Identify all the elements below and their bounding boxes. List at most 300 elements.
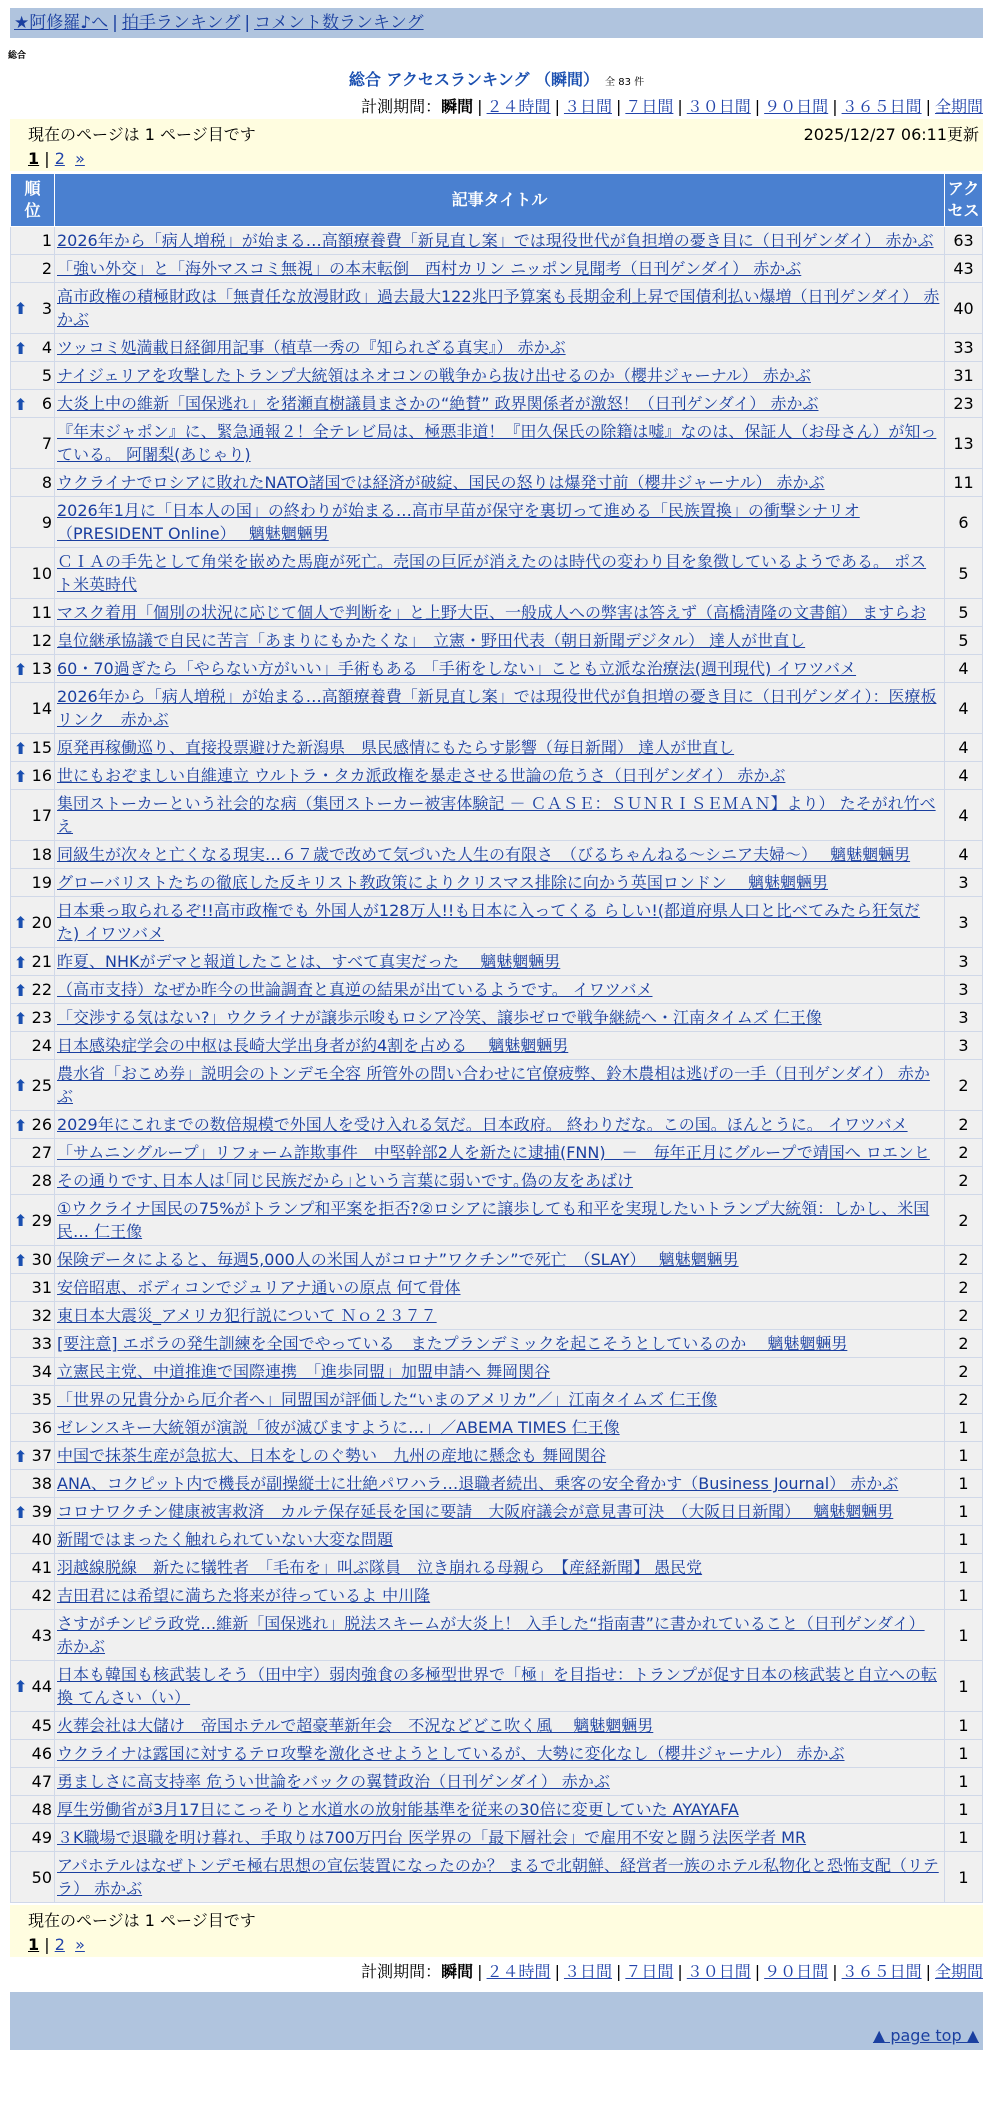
table-row [11, 734, 983, 762]
page-title-line [0, 67, 993, 90]
period-selector-bottom [0, 1959, 983, 1982]
article-link[interactable]: 日本乗っ取られるぞ!!高市政権でも 外国人が128万人!!も日本に入ってくる らしい!(都道府県人口と比べてみたら狂気だた) イワツバメ [57, 901, 921, 943]
article-link[interactable]: 世にもおぞましい自維連立 ウルトラ・タカ派政権を暴走させる世論の危うさ（日刊ゲンダイ） 赤かぶ [57, 766, 786, 785]
article-link[interactable]: 東日本大震災_アメリカ犯行説について Ｎｏ２３７７ [57, 1306, 437, 1325]
rank-cell [11, 897, 55, 948]
article-link[interactable]: 「サムニングループ」リフォーム詐欺事件 中堅幹部2人を新たに逮捕(FNN) － 毎年正月にグループで靖国へ ロエンヒ [57, 1143, 930, 1162]
title-cell [55, 1824, 945, 1852]
access-count: 2 [945, 1330, 983, 1358]
article-link[interactable]: 中国で抹茶生産が急拡大、日本をしのぐ勢い 九州の産地に懸念も 舞岡関谷 [57, 1446, 607, 1465]
period-separator: | [554, 97, 560, 116]
periods-label: 計測期間： [361, 97, 442, 116]
rank-number: 1 [41, 231, 52, 250]
rank-cell [11, 1330, 55, 1358]
article-link[interactable]: 2029年にこれまでの数倍規模で外国人を受け入れる気だ。日本政府。 終わりだな。この国。ほんとうに。 イワツバメ [57, 1115, 908, 1134]
article-link[interactable]: （高市支持）なぜか昨今の世論調査と真逆の結果が出ているようです。 イワツバメ [57, 980, 653, 999]
page-title: 総合 アクセスランキング （瞬間） [348, 70, 600, 89]
article-link[interactable]: ①ウクライナ国民の75%がトランプ和平案を拒否?②ロシアに譲歩しても和平を実現したいトランプ大統領：しかし、米国民… 仁王像 [57, 1199, 930, 1241]
rank-cell [11, 283, 55, 334]
title-cell [55, 1712, 945, 1740]
page-info-box-bottom [10, 1905, 983, 1957]
rank-up-arrow-icon: ⬆ [14, 913, 28, 932]
rank-number: 24 [31, 1036, 52, 1055]
rank-up-arrow-icon: ⬆ [14, 394, 28, 414]
rank-cell [11, 1302, 55, 1330]
article-link[interactable]: 日本も韓国も核武装しそう（田中宇）弱肉強食の多極型世界で「極」を目指せ：トランプが促す日本の核武装と自立への転換 てんさい（い） [57, 1665, 938, 1707]
rank-cell [11, 1442, 55, 1470]
article-link[interactable]: さすがチンピラ政党…維新「国保逃れ」脱法スキームが大炎上！ 入手した“指南書”に書かれていること（日刊ゲンダイ） 赤かぶ [57, 1614, 925, 1656]
rank-cell [11, 255, 55, 283]
rank-cell [11, 1554, 55, 1582]
period-separator: | [832, 97, 838, 116]
access-count: 1 [945, 1442, 983, 1470]
access-count: 4 [945, 655, 983, 683]
table-row [11, 1768, 983, 1796]
table-row [11, 683, 983, 734]
title-cell [55, 627, 945, 655]
access-count: 1 [945, 1661, 983, 1712]
article-link[interactable]: 火葬会社は大儲け 帝国ホテルで超豪華新年会 不況などどこ吹く風 魑魅魍魎男 [57, 1716, 654, 1735]
period-option[interactable]: ９０日間 [764, 97, 829, 116]
table-row [11, 1852, 983, 1903]
access-count: 3 [945, 948, 983, 976]
rank-number: 30 [31, 1250, 52, 1269]
article-link[interactable]: コロナワクチン健康被害救済 カルテ保存延長を国に要請 大阪府議会が意見書可決 （大阪日日新聞） 魑魅魍魎男 [57, 1502, 894, 1521]
period-option[interactable]: ３６５日間 [841, 1962, 922, 1981]
rank-number: 29 [31, 1210, 52, 1230]
pager-top: 1 | 2 » [28, 149, 85, 168]
rank-cell [11, 1796, 55, 1824]
access-count: 5 [945, 627, 983, 655]
page-info-box-top [10, 119, 983, 171]
access-count: 4 [945, 841, 983, 869]
access-count: 2 [945, 1060, 983, 1111]
title-cell [55, 362, 945, 390]
rank-cell [11, 1060, 55, 1111]
table-row [11, 1358, 983, 1386]
rank-number: 50 [31, 1867, 52, 1887]
access-count: 5 [945, 548, 983, 599]
rank-up-arrow-icon: ⬆ [14, 1008, 28, 1028]
article-link[interactable]: 原発再稼働巡り、直接投票避けた新潟県 県民感情にもたらす影響（毎日新聞） 達人が世直し [57, 738, 735, 757]
rank-number: 4 [41, 338, 52, 357]
table-row [11, 1302, 983, 1330]
access-count: 63 [945, 227, 983, 255]
period-option[interactable]: 全期間 [934, 97, 983, 116]
rank-number: 31 [31, 1278, 52, 1297]
rank-number: 22 [31, 980, 52, 999]
ranking-table [10, 173, 983, 1903]
pager-page-2[interactable]: 2 [54, 149, 65, 168]
access-count: 40 [945, 283, 983, 334]
rank-number: 39 [31, 1502, 52, 1521]
table-row [11, 1712, 983, 1740]
title-cell [55, 1414, 945, 1442]
rank-number: 10 [31, 563, 52, 583]
rank-cell [11, 390, 55, 418]
table-row [11, 1111, 983, 1139]
rank-cell [11, 1498, 55, 1526]
rank-number: 20 [31, 912, 52, 932]
table-row [11, 1442, 983, 1470]
title-cell [55, 1004, 945, 1032]
title-cell [55, 1358, 945, 1386]
rank-cell [11, 599, 55, 627]
rank-number: 25 [31, 1075, 52, 1095]
article-link[interactable]: [要注意] エボラの発生訓練を全国でやっている またプランデミックを起こそうとしているのか 魑魅魍魎男 [57, 1334, 848, 1353]
access-count: 2 [945, 1386, 983, 1414]
table-row [11, 1386, 983, 1414]
period-option: 瞬間 [441, 1962, 474, 1981]
pager-page-2[interactable]: 2 [54, 1935, 65, 1954]
bottom-bar [10, 1992, 983, 2022]
table-row [11, 548, 983, 599]
article-link[interactable]: 厚生労働省が3月17日にこっそりと水道水の放射能基準を従来の30倍に変更していた AYAYAFA [57, 1800, 739, 1819]
table-row [11, 599, 983, 627]
title-cell [55, 1330, 945, 1358]
title-cell [55, 1768, 945, 1796]
table-row [11, 283, 983, 334]
table-row [11, 362, 983, 390]
access-count: 2 [945, 1358, 983, 1386]
article-link[interactable]: ウクライナは露国に対するテロ攻撃を激化させようとしているが、大勢に変化なし（櫻井ジャーナル） 赤かぶ [57, 1744, 845, 1763]
table-row [11, 1610, 983, 1661]
updated-timestamp: 2025/12/27 06:11更新 [803, 125, 979, 144]
title-cell [55, 599, 945, 627]
rank-cell [11, 1740, 55, 1768]
rank-number: 34 [31, 1362, 52, 1381]
access-count: 4 [945, 734, 983, 762]
title-cell [55, 1661, 945, 1712]
rank-number: 46 [31, 1744, 52, 1763]
article-link[interactable]: 同級生が次々と亡くなる現実…６７歳で改めて気づいた人生の有限さ （びるちゃんねる〜シニア夫婦〜） 魑魅魍魎男 [57, 845, 911, 864]
access-count: 3 [945, 897, 983, 948]
rank-cell [11, 869, 55, 897]
rank-cell [11, 627, 55, 655]
title-cell [55, 976, 945, 1004]
rank-number: 18 [31, 845, 52, 864]
rank-cell [11, 976, 55, 1004]
access-count: 1 [945, 1796, 983, 1824]
title-cell [55, 390, 945, 418]
title-cell [55, 548, 945, 599]
comment-ranking-link[interactable]: コメント数ランキング [254, 13, 424, 33]
article-link[interactable]: 「強い外交」と「海外マスコミ無視」の本末転倒 西村カリン ニッポン見聞考（日刊ゲンダイ） 赤かぶ [57, 259, 802, 278]
page-info-text [28, 1908, 979, 1931]
rank-cell [11, 1386, 55, 1414]
table-row [11, 869, 983, 897]
rank-up-arrow-icon: ⬆ [14, 338, 28, 358]
access-count: 1 [945, 1824, 983, 1852]
title-cell [55, 1111, 945, 1139]
period-option[interactable]: ９０日間 [764, 1962, 829, 1981]
article-link[interactable]: 「交渉する気はない?」ウクライナが譲歩示唆もロシア冷笑、譲歩ゼロで戦争継続へ・江南タイムズ 仁王像 [57, 1008, 822, 1027]
period-separator: | [615, 97, 622, 116]
rank-cell [11, 841, 55, 869]
rank-number: 23 [31, 1008, 52, 1027]
rank-number: 27 [31, 1143, 52, 1162]
rank-up-arrow-icon: ⬆ [14, 1115, 28, 1135]
top-nav-bar [10, 8, 983, 38]
period-separator: | [832, 1962, 838, 1981]
article-link[interactable]: ウクライナでロシアに敗れたNATO諸国では経済が破綻、国民の怒りは爆発寸前（櫻井ジャーナル） 赤かぶ [57, 473, 825, 492]
access-count: 11 [945, 469, 983, 497]
rank-cell [11, 1610, 55, 1661]
table-row [11, 1274, 983, 1302]
article-link[interactable]: ナイジェリアを攻撃したトランプ大統領はネオコンの戦争から抜け出せるのか（櫻井ジャーナル） 赤かぶ [57, 366, 811, 385]
table-row [11, 1330, 983, 1358]
title-cell [55, 1852, 945, 1903]
title-cell [55, 1032, 945, 1060]
article-link[interactable]: 立憲民主党、中道推進で国際連携 「進歩同盟」加盟申請へ 舞岡関谷 [57, 1362, 551, 1381]
rank-number: 6 [41, 394, 52, 413]
period-option[interactable]: ７日間 [625, 1962, 674, 1981]
periods-label: 計測期間： [361, 1962, 442, 1981]
article-link[interactable]: 2026年1月に「日本人の国」の終わりが始まる…高市早苗が保守を裏切って進める「民族置換」の衝撃シナリオ （PRESIDENT Online） 魑魅魍魎男 [57, 501, 860, 543]
article-link[interactable]: ＣＩＡの手先として角栄を嵌めた馬鹿が死亡。売国の巨匠が消えたのは時代の変わり目を象徴しているようである。 ポスト米英時代 [57, 552, 927, 594]
rank-cell [11, 948, 55, 976]
access-count: 13 [945, 418, 983, 469]
rank-cell [11, 1582, 55, 1610]
access-count: 2 [945, 1139, 983, 1167]
table-row [11, 390, 983, 418]
rank-number: 8 [41, 473, 52, 492]
title-cell [55, 948, 945, 976]
title-cell [55, 469, 945, 497]
rank-up-arrow-icon: ⬆ [14, 1502, 28, 1522]
article-link[interactable]: グローバリストたちの徹底した反キリスト教政策によりクリスマス排除に向かう英国ロンドン 魑魅魍魎男 [57, 873, 829, 892]
period-option[interactable]: ７日間 [625, 97, 674, 116]
period-option[interactable]: ２４時間 [486, 97, 551, 116]
article-link[interactable]: ANA、コクピット内で機長が副操縦士に壮絶パワハラ…退職者続出、乗客の安全脅かす（Business Journal） 赤かぶ [57, 1474, 899, 1493]
article-link[interactable]: 2026年から「病人増税」が始まる…高額療養費「新見直し案」では現役世代が負担増の憂き目に（日刊ゲンダイ） 赤かぶ [57, 231, 934, 250]
title-cell [55, 1442, 945, 1470]
table-row [11, 1167, 983, 1195]
period-option[interactable]: ３０日間 [686, 97, 751, 116]
access-count: 1 [945, 1852, 983, 1903]
period-option[interactable]: ３６５日間 [841, 97, 922, 116]
rank-number: 49 [31, 1828, 52, 1847]
rank-number: 44 [31, 1676, 52, 1696]
rank-up-arrow-icon: ⬆ [14, 766, 28, 786]
rank-number: 14 [31, 698, 52, 718]
rank-up-arrow-icon: ⬆ [14, 980, 28, 1000]
rank-number: 3 [41, 298, 52, 318]
rank-cell [11, 1139, 55, 1167]
title-cell [55, 869, 945, 897]
table-row [11, 790, 983, 841]
rank-number: 13 [31, 659, 52, 678]
rank-number: 35 [31, 1390, 52, 1409]
article-link[interactable]: ３K職場で退職を明け暮れ、手取りは700万円台 医学界の「最下層社会」で雇用不安と闘う法医学者 MR [57, 1828, 807, 1847]
table-row [11, 976, 983, 1004]
article-link[interactable]: 吉田君には希望に満ちた将来が待っているよ 中川隆 [57, 1586, 431, 1605]
nav-separator: | [112, 13, 118, 33]
title-cell [55, 1582, 945, 1610]
access-count: 43 [945, 255, 983, 283]
rank-cell [11, 1195, 55, 1246]
article-link[interactable]: マスク着用「個別の状況に応じて個人で判断を」と上野大臣、一般成人への弊害は答えず（高橋清隆の文書館） ますらお [57, 603, 927, 622]
home-link[interactable]: ★阿修羅♪へ [14, 13, 109, 33]
rank-number: 11 [31, 603, 52, 622]
title-cell [55, 497, 945, 548]
page-top-bar [10, 2022, 983, 2050]
rank-number: 28 [31, 1171, 52, 1190]
rank-cell [11, 1358, 55, 1386]
table-row [11, 1526, 983, 1554]
period-option[interactable]: ２４時間 [486, 1962, 551, 1981]
rank-cell [11, 1032, 55, 1060]
rank-cell [11, 497, 55, 548]
table-row [11, 418, 983, 469]
table-row [11, 1060, 983, 1111]
rank-number: 26 [31, 1115, 52, 1134]
clap-ranking-link[interactable]: 拍手ランキング [121, 13, 241, 33]
title-cell [55, 762, 945, 790]
rank-up-arrow-icon: ⬆ [14, 1076, 28, 1095]
access-count: 3 [945, 976, 983, 1004]
article-link[interactable]: 集団ストーカーという社会的な病（集団ストーカー被害体験記 － ＣＡＳＥ：ＳＵＮＲＩＳＥＭＡＮ】より） たそがれ竹べえ [57, 794, 936, 836]
article-link[interactable]: 新聞ではまったく触れられていない大変な問題 [57, 1530, 394, 1549]
pager-next-arrow[interactable]: » [75, 1935, 85, 1954]
article-link[interactable]: 勇ましさに高支持率 危うい世論をバックの翼賛政治（日刊ゲンダイ） 赤かぶ [57, 1772, 610, 1791]
table-row [11, 227, 983, 255]
table-row [11, 841, 983, 869]
access-count: 31 [945, 362, 983, 390]
header-rank: 順位 [11, 174, 55, 227]
rank-number: 7 [41, 433, 52, 453]
header-title: 記事タイトル [55, 174, 945, 227]
access-count: 3 [945, 1004, 983, 1032]
title-cell [55, 1195, 945, 1246]
period-separator: | [677, 97, 683, 116]
rank-number: 15 [31, 738, 52, 757]
table-row [11, 1470, 983, 1498]
title-cell [55, 683, 945, 734]
access-count: 4 [945, 683, 983, 734]
breadcrumb: 総合 [8, 51, 27, 61]
rank-number: 33 [31, 1334, 52, 1353]
rank-up-arrow-icon: ⬆ [14, 299, 28, 318]
table-row [11, 1824, 983, 1852]
access-count: 1 [945, 1610, 983, 1661]
title-cell [55, 283, 945, 334]
article-link[interactable]: 高市政権の積極財政は「無責任な放漫財政」過去最大122兆円予算案も長期金利上昇で国債利払い爆増（日刊ゲンダイ） 赤かぶ [57, 287, 940, 329]
article-link[interactable]: 安倍昭恵、ボディコンでジュリアナ通いの原点 何て骨体 [57, 1278, 461, 1297]
rank-up-arrow-icon: ⬆ [14, 1250, 28, 1270]
title-cell [55, 418, 945, 469]
period-separator: | [477, 97, 483, 116]
access-count: 1 [945, 1526, 983, 1554]
rank-number: 47 [31, 1772, 52, 1791]
page-info: 現在のページは 1 ページ目です [28, 1911, 256, 1930]
rank-number: 41 [31, 1558, 52, 1577]
access-count: 2 [945, 1302, 983, 1330]
table-row [11, 1246, 983, 1274]
rank-cell [11, 1111, 55, 1139]
table-row [11, 497, 983, 548]
rank-cell [11, 1661, 55, 1712]
rank-cell [11, 1004, 55, 1032]
title-cell [55, 1167, 945, 1195]
title-cell [55, 655, 945, 683]
article-link[interactable]: ゼレンスキー大統領が演説「彼が滅びますように…」／ABEMA TIMES 仁王像 [57, 1418, 620, 1437]
period-option[interactable]: ３日間 [563, 97, 612, 116]
article-link[interactable]: 60・70過ぎたら「やらない方がいい」手術もある 「手術をしない」ことも立派な治療法(週刊現代) イワツバメ [57, 659, 857, 678]
access-count: 2 [945, 1274, 983, 1302]
pager-next-arrow[interactable]: » [75, 149, 85, 168]
rank-number: 17 [31, 805, 52, 825]
title-cell [55, 897, 945, 948]
rank-cell [11, 655, 55, 683]
rank-cell [11, 1414, 55, 1442]
article-link[interactable]: 2026年から「病人増税」が始まる…高額療養費「新見直し案」では現役世代が負担増の憂き目に（日刊ゲンダイ）：医療板リンク 赤かぶ [57, 687, 937, 729]
table-row [11, 1740, 983, 1768]
rank-up-arrow-icon: ⬆ [14, 659, 28, 679]
rank-cell [11, 418, 55, 469]
page-top-link[interactable]: ▲ page top ▲ [872, 2026, 979, 2045]
article-link[interactable]: 保険データによると、毎週5,000人の米国人がコロナ”ワクチン”で死亡 （SLAY） 魑魅魍魎男 [57, 1250, 739, 1269]
header-access: アクセス [945, 174, 983, 227]
access-count: 5 [945, 599, 983, 627]
period-option[interactable]: ３日間 [563, 1962, 612, 1981]
article-link[interactable]: 大炎上中の維新「国保逃れ」を猪瀬直樹議員まさかの“絶賛” 政界関係者が激怒！（日刊ゲンダイ） 赤かぶ [57, 394, 819, 413]
access-count: 1 [945, 1712, 983, 1740]
rank-number: 12 [31, 631, 52, 650]
title-cell [55, 1610, 945, 1661]
title-cell [55, 734, 945, 762]
article-link[interactable]: 『年末ジャポン』に、緊急通報２！全テレビ局は、極悪非道！『田久保氏の除籍は嘘』なのは、保証人（お母さん）が知っている。 阿闍梨(あじゃり) [57, 422, 937, 464]
title-cell [55, 1470, 945, 1498]
table-row [11, 1139, 983, 1167]
article-link[interactable]: 「世界の兄貴分から厄介者へ」同盟国が評価した“いまのアメリカ”／」江南タイムズ 仁王像 [57, 1390, 718, 1409]
rank-cell [11, 683, 55, 734]
rank-cell [11, 1246, 55, 1274]
article-link[interactable]: アパホテルはなぜトンデモ極右思想の宣伝装置になったのか？ まるで北朝鮮、経営者一族のホテル私物化と恐怖支配（リテラ） 赤かぶ [57, 1856, 939, 1898]
period-option[interactable]: 全期間 [934, 1962, 983, 1981]
article-link[interactable]: 昨夏、NHKがデマと報道したことは、すべて真実だった 魑魅魍魎男 [57, 952, 561, 971]
article-link[interactable]: ツッコミ処満載日経御用記事（植草一秀の『知られざる真実』） 赤かぶ [57, 338, 566, 357]
access-count: 2 [945, 1167, 983, 1195]
rank-number: 2 [41, 259, 52, 278]
article-link[interactable]: 羽越線脱線 新たに犠牲者 「毛布を」叫ぶ隊員 泣き崩れる母親ら 【産経新聞】 愚民党 [57, 1558, 703, 1577]
title-cell [55, 1796, 945, 1824]
rank-up-arrow-icon: ⬆ [14, 1677, 28, 1696]
rank-up-arrow-icon: ⬆ [14, 1211, 28, 1230]
rank-cell [11, 1768, 55, 1796]
access-count: 23 [945, 390, 983, 418]
pager-bottom: 1 | 2 » [28, 1935, 85, 1954]
access-count: 3 [945, 869, 983, 897]
period-separator: | [925, 97, 931, 116]
period-option[interactable]: ３０日間 [686, 1962, 751, 1981]
rank-cell [11, 1470, 55, 1498]
article-link[interactable]: 皇位継承協議で自民に苦言「あまりにもかたくな」 立憲・野田代表（朝日新聞デジタル） 達人が世直し [57, 631, 806, 650]
table-row [11, 1661, 983, 1712]
period-separator: | [925, 1962, 931, 1981]
article-link[interactable]: 農水省「おこめ券」説明会のトンデモ全容 所管外の問い合わせに官僚疲弊、鈴木農相は逃げの一手（日刊ゲンダイ） 赤かぶ [57, 1064, 930, 1106]
ranking-table-body [11, 227, 983, 1903]
article-link[interactable]: その通りです､日本人は｢同じ民族だから｣という言葉に弱いです｡偽の友をあばけ [57, 1171, 634, 1190]
article-link[interactable]: 日本感染症学会の中枢は長崎大学出身者が約4割を占める 魑魅魍魎男 [57, 1036, 569, 1055]
title-cell [55, 334, 945, 362]
access-count: 33 [945, 334, 983, 362]
access-count: 1 [945, 1554, 983, 1582]
access-count: 2 [945, 1246, 983, 1274]
title-cell [55, 1246, 945, 1274]
period-separator: | [615, 1962, 622, 1981]
rank-number: 16 [31, 766, 52, 785]
